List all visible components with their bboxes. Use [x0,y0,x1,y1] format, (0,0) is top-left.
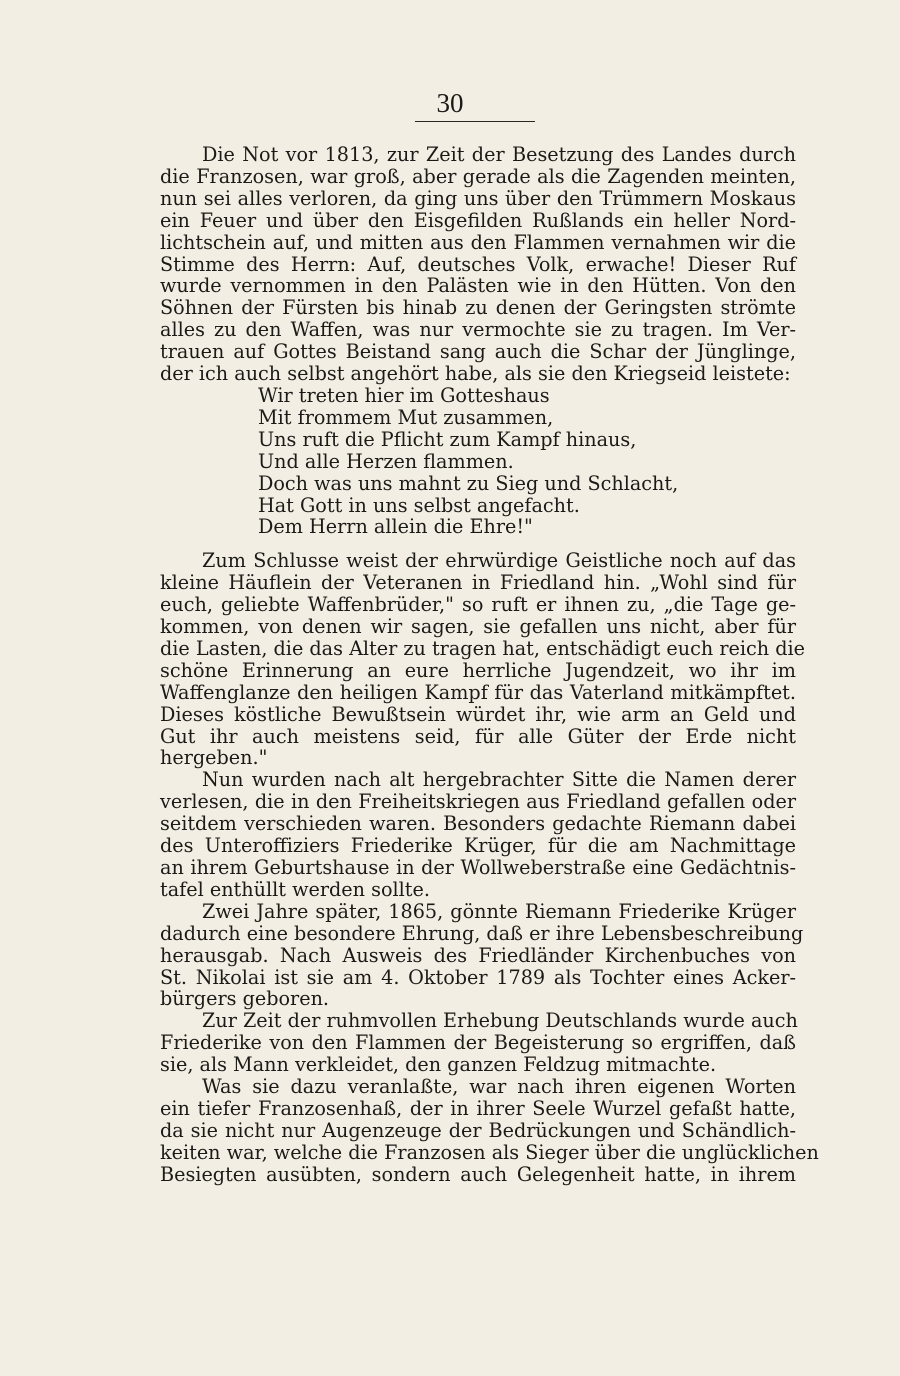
text-line: da sie nicht nur Augenzeuge der Bedrückungen und Schändlich- [160,1118,796,1142]
text-line: alles zu den Waffen, was nur vermochte sie zu tragen. Im Ver- [160,318,796,342]
text-line: ein Feuer und über den Eisgefilden Rußlands ein heller Nord- [160,208,796,232]
text-line: Zwei Jahre später, 1865, gönnte Riemann Friederike Krüger [202,899,796,923]
text-line: Was sie dazu veranlaßte, war nach ihren eigenen Worten [202,1075,796,1099]
verse-stanza [160,385,796,538]
text-line: nun sei alles verloren, da ging uns über den Trümmern Moskaus [160,186,796,210]
paragraph [160,899,804,1011]
paragraph [160,1010,796,1076]
text-line: bürgers geboren. [160,987,330,1011]
verse-line: Uns ruft die Pflicht zum Kampf hinaus, [258,427,637,451]
page-text [160,143,819,1186]
text-line: kommen, von denen wir sagen, sie gefallen uns nicht, aber für [160,615,796,639]
text-line: herausgab. Nach Ausweis des Friedländer Kirchenbuches von [160,943,796,967]
text-line: Gut ihr auch meistens seid, für alle Güter der Erde nicht [160,724,796,748]
text-line: seitdem verschieden waren. Besonders gedachte Riemann dabei [160,812,796,836]
text-line: tafel enthüllt werden sollte. [160,877,430,901]
verse-line: Doch was uns mahnt zu Sieg und Schlacht, [258,471,679,495]
text-line: Besiegten ausübten, sondern auch Gelegenheit hatte, in ihrem [160,1162,796,1186]
text-line: ein tiefer Franzosenhaß, der in ihrer Seele Wurzel gefaßt hatte, [160,1096,796,1120]
text-line: Friederike von den Flammen der Begeisterung so ergriffen, daß [160,1031,796,1055]
text-line: wurde vernommen in den Palästen wie in den Hütten. Von den [160,274,796,298]
verse-line: Dem Herrn allein die Ehre!" [258,515,533,539]
verse-line: Mit frommem Mut zusammen, [258,405,554,429]
verse-line: Hat Gott in uns selbst angefacht. [258,493,580,517]
paragraph [160,769,796,900]
header-rule [415,121,535,122]
text-line: der ich auch selbst angehört habe, als sie den Kriegseid leistete: [160,362,791,386]
text-line: lichtschein auf, und mitten aus den Flammen vernahmen wir die [160,230,796,254]
verse-line: Und alle Herzen flammen. [258,449,514,473]
text-line: die Lasten, die das Alter zu tragen hat, entschädigt euch reich die [160,636,805,660]
paragraph [160,144,796,385]
text-line: keiten war, welche die Franzosen als Sieger über die unglücklichen [160,1140,819,1164]
text-line: Die Not vor 1813, zur Zeit der Besetzung des Landes durch [202,143,796,166]
paragraph [160,1075,819,1186]
text-line: verlesen, die in den Freiheitskriegen aus Friedland gefallen oder [160,790,796,814]
text-line: kleine Häuflein der Veteranen in Friedland hin. „Wohl sind für [160,571,796,595]
text-line: hergeben." [160,746,268,770]
text-line: Nun wurden nach alt hergebrachter Sitte die Namen derer [202,768,796,792]
page-number: 30 [436,88,464,118]
text-line: an ihrem Geburtshause in der Wollweberstraße eine Gedächtnis- [160,856,796,879]
text-line: schöne Erinnerung an eure herrliche Jugendzeit, wo ihr im [160,658,796,682]
text-line: Söhnen der Fürsten bis hinab zu denen der Geringsten strömte [160,296,796,320]
text-line: euch, geliebte Waffenbrüder," so ruft er ihnen zu, „die Tage ge- [160,593,796,617]
text-line: St. Nikolai ist sie am 4. Oktober 1789 als Tochter eines Acker- [160,965,796,989]
verse-line: Wir treten hier im Gotteshaus [258,383,550,407]
text-line: die Franzosen, war groß, aber gerade als die Zagenden meinten, [160,164,796,188]
text-line: Waffenglanze den heiligen Kampf für das Vaterland mitkämpftet. [160,680,796,704]
text-line: Stimme des Herrn: Auf, deutsches Volk, erwache! Dieser Ruf [160,252,796,276]
text-line: Zur Zeit der ruhmvollen Erhebung Deutschlands wurde auch [202,1009,798,1033]
text-line: Zum Schlusse weist der ehrwürdige Geistliche noch auf das [202,549,796,573]
text-line: dadurch eine besondere Ehrung, daß er ihre Lebensbeschreibung [160,921,804,945]
text-line: Dieses köstliche Bewußtsein würdet ihr, wie arm an Geld und [160,702,796,726]
text-line: trauen auf Gottes Beistand sang auch die Schar der Jünglinge, [160,340,796,364]
text-line: sie, als Mann verkleidet, den ganzen Feldzug mitmachte. [160,1053,717,1077]
paragraph [160,549,805,770]
text-line: des Unteroffiziers Friederike Krüger, für die am Nachmittage [160,834,796,858]
